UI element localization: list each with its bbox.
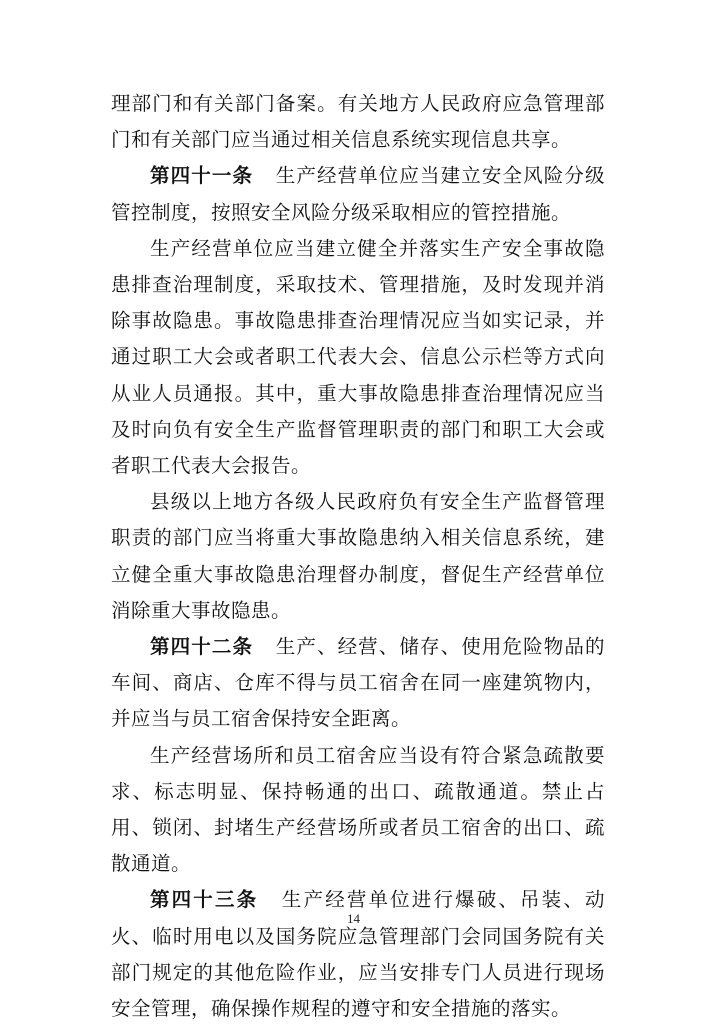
article-41-label: 第四十一条 — [150, 164, 254, 188]
article-42 — [111, 629, 605, 738]
paragraph-continuation: 理部门和有关部门备案。有关地方人民政府应急管理部门和有关部门应当通过相关信息系统实现信息共享。 — [111, 92, 605, 152]
article-43 — [111, 882, 605, 1027]
article-42-text: 生产、经营、储存、使用危险物品的车间、商店、仓库不得与员工宿舍在同一座建筑物内，并应当与员工宿舍保持安全距离。 — [111, 635, 605, 731]
paragraph-evacuation: 生产经营场所和员工宿舍应当设有符合紧急疏散要求、标志明显、保持畅通的出口、疏散通道。禁止占用、锁闭、封堵生产经营场所或者员工宿舍的出口、疏散通道。 — [111, 743, 605, 876]
article-43-text: 生产经营单位进行爆破、吊装、动火、临时用电以及国务院应急管理部门会同国务院有关部门规定的其他危险作业，应当安排专门人员进行现场安全管理，确保操作规程的遵守和安全措施的落实。 — [111, 888, 605, 1021]
article-41 — [111, 158, 605, 230]
paragraph-hazard-investigation: 生产经营单位应当建立健全并落实生产安全事故隐患排查治理制度，采取技术、管理措施，及时发现并消除事故隐患。事故隐患排查治理情况应当如实记录，并通过职工大会或者职工代表大会、信息公示栏等方式向从业人员通报。其中，重大事故隐患排查治理情况应当及时向负有安全生产监督管理职责的部门和职工大会或者职工代表大会报告。 — [111, 236, 605, 478]
article-42-label: 第四十二条 — [150, 635, 254, 659]
article-43-label: 第四十三条 — [150, 888, 259, 912]
page-number: 14 — [347, 911, 360, 926]
article-41-text: 生产经营单位应当建立安全风险分级管控制度，按照安全风险分级采取相应的管控措施。 — [111, 164, 605, 224]
document-body — [111, 86, 605, 1027]
paragraph-county-government: 县级以上地方各级人民政府负有安全生产监督管理职责的部门应当将重大事故隐患纳入相关信息系统，建立健全重大事故隐患治理督办制度，督促生产经营单位消除重大事故隐患。 — [111, 490, 605, 622]
